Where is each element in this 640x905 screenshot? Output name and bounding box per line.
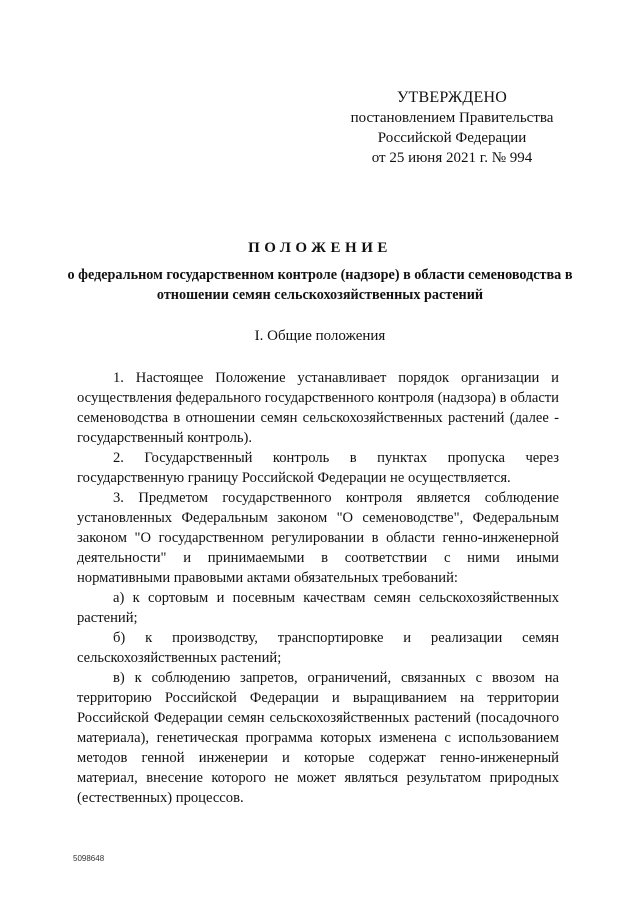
- approval-block: [340, 88, 564, 168]
- approval-line-1: постановлением Правительства: [350, 110, 554, 126]
- document-subtitle: о федеральном государственном контроле (надзоре) в области семеноводства в отношении семян сельскохозяйственных растений: [67, 267, 573, 303]
- paragraph-3b: б) к производству, транспортировке и реализации семян сельскохозяйственных растений;: [77, 630, 559, 666]
- section-heading: I. Общие положения: [254, 328, 386, 344]
- paragraph-3: 3. Предметом государственного контроля является соблюдение установленных Федеральным законом "О семеноводстве", Федеральным законом "О государственном регулировании в области генно-инженерной деятельности" и принимаемыми в соответствии с ними иными нормативными правовыми актами обязательных требований:: [77, 490, 559, 586]
- paragraph-3c: в) к соблюдению запретов, ограничений, связанных с ввозом на территорию Российской Федерации и выращиванием на территории Российской Федерации семян сельскохозяйственных растений (посадочного материала), генетическая программа которых изменена с использованием методов генной инженерии и которые содержат генно-инженерный материал, внесение которого не может являться результатом природных (естественных) процессов.: [77, 670, 559, 806]
- document-code: 5098648: [73, 854, 105, 863]
- document-body: [77, 368, 559, 808]
- approval-line-3: от 25 июня 2021 г. № 994: [371, 150, 533, 166]
- paragraph-3a: а) к сортовым и посевным качествам семян сельскохозяйственных растений;: [77, 590, 559, 626]
- paragraph-1: 1. Настоящее Положение устанавливает порядок организации и осуществления федерального государственного контроля (надзора) в области семеноводства в отношении семян сельскохозяйственных растений (далее - государственный контроль).: [77, 370, 559, 446]
- approval-line-2: Российской Федерации: [377, 130, 527, 146]
- document-title: ПОЛОЖЕНИЕ: [248, 240, 392, 256]
- paragraph-2: 2. Государственный контроль в пунктах пропуска через государственную границу Российской Федерации не осуществляется.: [77, 450, 559, 486]
- approval-stamp-title: УТВЕРЖДЕНО: [396, 89, 507, 106]
